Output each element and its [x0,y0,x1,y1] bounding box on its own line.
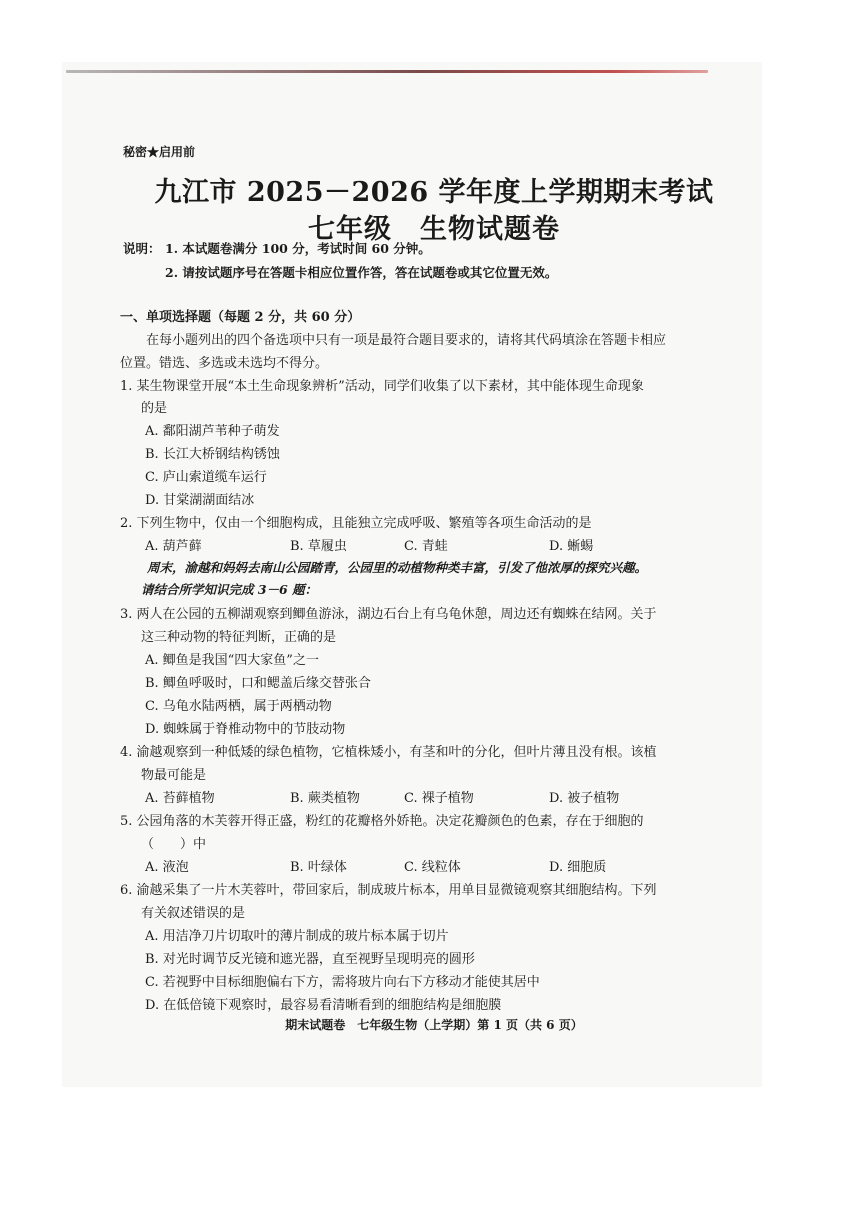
q4-option-b: B. 蕨类植物 [290,791,360,806]
q6-option-b: B. 对光时调节反光镜和遮光器，直至视野呈现明亮的圆形 [145,952,475,967]
q3-stem-line-2: 这三种动物的特征判断，正确的是 [141,630,337,645]
page-footer: 期末试题卷 七年级生物（上学期）第 1 页（共 6 页） [285,1018,583,1032]
section-heading: 一、单项选择题（每题 2 分，共 60 分） [120,310,361,325]
instruction-2: 2. 请按试题序号在答题卡相应位置作答，答在试题卷或其它位置无效。 [165,265,558,280]
q4-option-c: C. 裸子植物 [404,791,474,806]
q4-option-d: D. 被子植物 [549,791,620,806]
section-desc-line-2: 位置。错选、多选或未选均不得分。 [120,356,329,371]
q3-option-a: A. 鲫鱼是我国“四大家鱼”之一 [145,653,319,668]
q1-option-c: C. 庐山索道缆车运行 [145,470,267,485]
q1-option-b: B. 长江大桥钢结构锈蚀 [145,447,280,462]
confidential-label: 秘密★启用前 [123,145,196,159]
q2-stem: 2. 下列生物中，仅由一个细胞构成，且能独立完成呼吸、繁殖等各项生命活动的是 [120,516,592,531]
q3-option-c: C. 乌龟水陆两栖，属于两栖动物 [145,699,332,714]
section-desc-line-1: 在每小题列出的四个备选项中只有一项是最符合题目要求的，请将其代码填涂在答题卡相应 [146,333,667,348]
top-rule [66,70,708,73]
q3-option-d: D. 蜘蛛属于脊椎动物中的节肢动物 [145,722,346,737]
instructions-label: 说明： [123,241,161,256]
exam-subtitle: 七年级 生物试题卷 [308,214,560,245]
q2-option-b: B. 草履虫 [290,539,347,554]
q1-stem-line-1: 1. 某生物课堂开展“本土生命现象辨析”活动，同学们收集了以下素材，其中能体现生命现象 [120,379,644,394]
instruction-1: 1. 本试题卷满分 100 分，考试时间 60 分钟。 [165,241,431,256]
q6-option-a: A. 用洁净刀片切取叶的薄片制成的玻片标本属于切片 [145,929,449,944]
q2-option-c: C. 青蛙 [404,539,448,554]
q6-option-c: C. 若视野中目标细胞偏右下方，需将玻片向右下方移动才能使其居中 [145,975,540,990]
q5-option-b: B. 叶绿体 [290,860,347,875]
q4-stem-line-1: 4. 渝越观察到一种低矮的绿色植物，它植株矮小，有茎和叶的分化，但叶片薄且没有根。该植 [120,745,657,760]
q5-option-a: A. 液泡 [145,860,189,875]
q1-option-d: D. 甘棠湖湖面结冰 [145,493,255,508]
q3-option-b: B. 鲫鱼呼吸时，口和鳃盖后缘交替张合 [145,676,371,691]
q1-stem-line-2: 的是 [141,401,168,416]
q5-stem-line-1: 5. 公园角落的木芙蓉开得正盛，粉红的花瓣格外娇艳。决定花瓣颜色的色素，存在于细胞的 [120,814,644,829]
exam-title: 九江市 2025－2026 学年度上学期期末考试 [154,177,714,208]
q2-option-a: A. 葫芦藓 [145,539,202,554]
q3-stem-line-1: 3. 两人在公园的五柳湖观察到鲫鱼游泳，湖边石台上有乌龟休憩，周边还有蜘蛛在结网。关于 [120,607,657,622]
q4-option-a: A. 苔藓植物 [145,791,215,806]
q5-stem-line-2: （ ）中 [141,837,207,852]
q2-option-d: D. 蜥蜴 [549,539,594,554]
passage-line-2: 请结合所学知识完成 3－6 题： [141,582,318,597]
q1-option-a: A. 鄱阳湖芦苇种子萌发 [145,424,280,439]
q5-option-c: C. 线粒体 [404,860,461,875]
passage-line-1: 周末，渝越和妈妈去南山公园踏青，公园里的动植物种类丰富，引发了他浓厚的探究兴趣。 [147,560,648,575]
q5-option-d: D. 细胞质 [549,860,607,875]
q6-stem-line-1: 6. 渝越采集了一片木芙蓉叶，带回家后，制成玻片标本，用单目显微镜观察其细胞结构。下列 [120,883,657,898]
q6-option-d: D. 在低倍镜下观察时，最容易看清晰看到的细胞结构是细胞膜 [145,998,502,1013]
q6-stem-line-2: 有关叙述错误的是 [141,906,246,921]
q4-stem-line-2: 物最可能是 [141,768,207,783]
